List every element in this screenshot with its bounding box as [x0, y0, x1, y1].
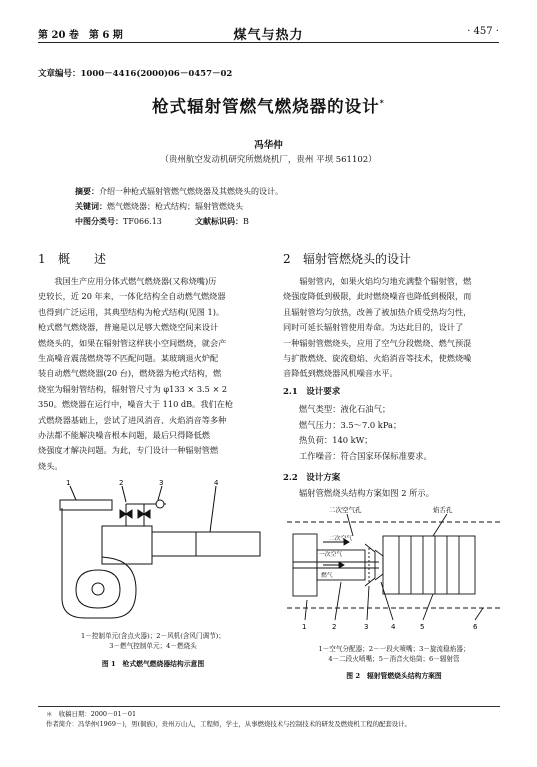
section-2-body: [283, 274, 501, 382]
label-flame-hole: 焰舌孔: [433, 506, 453, 514]
footnote-rule: [38, 706, 500, 707]
requirement-item: 燃气压力：3.5～7.0 kPa；: [299, 419, 402, 430]
figure-2-caption: 图 2 辐射管燃烧头结构方案图: [346, 672, 442, 680]
fig1-number-1: 1: [66, 479, 71, 487]
classification: [75, 216, 249, 227]
requirement-item: 工作噪音：符合国家环保标准要求。: [299, 450, 432, 461]
doc-code-label: 文献标识码：: [194, 216, 243, 226]
control-unit-box: [60, 500, 112, 510]
figure-1-caption: 图 1 枪式燃气燃烧器结构示意图: [101, 660, 205, 668]
title-footnote-mark: *: [379, 97, 385, 108]
section-2-line: 与扩散燃烧、旋流稳焰、火焰消音等技术，使燃烧噪: [283, 353, 472, 364]
silencing-flame-tube: [383, 536, 475, 594]
figure-1-legend-line: 1－控制单元(含点火器)；2－风机(含风门调节)；: [81, 632, 225, 640]
fig2-number-5: 5: [420, 623, 425, 631]
author-affiliation: （贵州航空发动机研究所燃烧机厂，贵州 平坝 561102）: [160, 155, 377, 165]
section-1-line: 装自动燃气燃烧器(20 台)，燃烧器为枪式结构，燃: [38, 368, 222, 379]
clc-value: TF066.13: [123, 217, 162, 226]
burner-gun-tube: [152, 532, 260, 556]
header-page-number: · 457 ·: [467, 26, 499, 37]
author-name: 冯华仲: [254, 140, 283, 151]
clc-label: 中图分类号：: [75, 216, 123, 226]
section-1-line: 枪式燃气燃烧器，普遍是以足够大燃烧空间来设计: [38, 322, 219, 333]
section-1-line: 我国生产应用分体式燃气燃烧器(又称烧嘴)历: [54, 276, 217, 286]
paper-title: [0, 93, 537, 117]
subsection-2-1-title: 2.1 设计要求: [283, 387, 341, 397]
section-1-line: 烧强度才解决问题。为此，专门设计一种辐射管燃: [38, 445, 219, 456]
section-1-line: 350。燃烧器在运行中，噪音大于 110 dB。我们在枪: [38, 399, 234, 410]
footnote-author-bio: 作者简介：冯华仲(1969－)，男(侗族)，贵州万山人，工程师，学士，从事燃烧技术与控制技术的研发及燃烧机工程的配套设计。: [46, 720, 411, 728]
figure-1-diagram: [40, 478, 270, 628]
section-1-line: 也得到广泛运用，其典型结构为枪式结构(见图 1)。: [38, 306, 225, 317]
abstract-label: 摘要：: [75, 186, 99, 196]
fig1-number-2: 2: [119, 479, 124, 487]
requirement-item: 燃气类型：液化石油气；: [299, 404, 391, 414]
abstract: [75, 186, 283, 197]
fig2-number-1: 1: [302, 623, 307, 631]
section-2-line: 烧强度降低到极限，此时燃烧噪音也降低到极限，而: [283, 291, 472, 302]
fig2-number-4: 4: [391, 623, 396, 631]
figure-1-legend-line: 3－燃气控制单元；4－燃烧头: [109, 642, 197, 650]
figure-2-diagram: [283, 500, 505, 640]
header-journal: 煤气与热力: [233, 28, 304, 43]
abstract-text: 介绍一种枪式辐射管燃气燃烧器及其燃烧头的设计。: [99, 187, 283, 196]
section-1-line: 烧头。: [38, 460, 63, 471]
air-distributor: [293, 534, 317, 596]
keywords-label: 关键词：: [75, 201, 107, 211]
fan-impeller-outline: [76, 570, 120, 608]
section-1-line: 烧室为辐射管结构，辐射管尺寸为 φ133 × 3.5 × 2: [38, 383, 228, 394]
keywords-text: 燃气燃烧器；枪式结构；辐射管燃烧头: [107, 202, 243, 211]
section-1-body: [38, 274, 266, 474]
fig1-number-3: 3: [159, 479, 164, 487]
fig2-number-6: 6: [473, 623, 478, 631]
section-1-number: 1: [38, 252, 46, 266]
secondary-nozzle: [375, 550, 383, 580]
section-2-line: 且辐射管均匀放热，改善了被加热介质受热均匀性，: [283, 306, 472, 317]
section-2-heading: [283, 250, 411, 267]
fig2-number-3: 3: [364, 623, 369, 631]
doc-code-value: B: [242, 217, 249, 226]
section-1-title: 概 述: [58, 252, 107, 266]
fan-hub: [92, 583, 104, 595]
section-2-title: 辐射管燃烧头的设计: [303, 252, 412, 266]
figure-2-legend-line: 4－二段火喷嘴；5－消音火焰筒；6－辐射管: [328, 655, 460, 663]
fan-housing-outline: [62, 508, 136, 618]
label-primary-air: 一次空气: [319, 552, 343, 558]
requirement-item: 热负荷：140 kW；: [299, 435, 373, 446]
section-2-line: 辐射管内，如果火焰均匀地充满整个辐射管，燃: [299, 276, 472, 286]
section-2-line: 同时可延长辐射管使用寿命。为达此目的，设计了: [283, 322, 464, 333]
fig2-number-2: 2: [332, 623, 337, 631]
section-1-line: 史较长，近 20 年来，一体化结构全自动燃气燃烧器: [38, 291, 226, 302]
gas-arrow: [339, 562, 344, 568]
design-requirements-list: [299, 402, 499, 464]
keywords: [75, 201, 243, 212]
figure-1-legend: [38, 631, 268, 651]
flame-tube-holes: [399, 536, 459, 594]
section-1-line: 式燃烧器基础上，尝试了进风消音、火焰消音等多种: [38, 414, 227, 425]
header-volume: 第 20 卷 第 6 期: [38, 30, 123, 41]
label-secondary-air: 二次空气: [329, 536, 353, 542]
gas-pressure-switch: [156, 500, 164, 508]
section-1-line: 生高噪音震荡燃烧等不匹配问题。某玻璃退火炉配: [38, 353, 219, 364]
figure-2-legend-line: 1－空气分配器；2－一段火喷嘴；3－旋流稳焰器；: [318, 645, 470, 653]
article-number: 文章编号：1000－4416(2000)06－0457－02: [38, 69, 233, 79]
section-2-line: 一种辐射管燃烧头，应用了空气分段燃烧、燃气预混: [283, 337, 472, 348]
section-1-line: 办法都不能解决噪音根本问题，最后只得降低燃: [38, 430, 210, 441]
label-gas: 燃气: [321, 573, 333, 579]
running-header: [38, 24, 499, 43]
section-1-heading: [38, 250, 106, 267]
section-2-line: 音降低到燃烧器风机噪音水平。: [283, 368, 398, 379]
label-secondary-air-hole: 二次空气孔: [329, 506, 362, 514]
section-1-line: 燃烧头的，如果在辐射管这样狭小空间燃烧，就会产: [38, 337, 227, 348]
fig1-number-4: 4: [214, 479, 219, 487]
figure-2-legend: [283, 644, 505, 664]
title-text: 枪式辐射管燃气燃烧器的设计: [152, 97, 380, 116]
footnote-received: ＊ 收稿日期：2000－01－01: [46, 710, 137, 718]
swirl-stabilizer: [365, 544, 375, 586]
subsection-2-2-title: 2.2 设计方案: [283, 473, 341, 483]
section-2-number: 2: [283, 252, 291, 266]
design-scheme-text: 辐射管燃烧头结构方案如图 2 所示。: [299, 488, 435, 498]
